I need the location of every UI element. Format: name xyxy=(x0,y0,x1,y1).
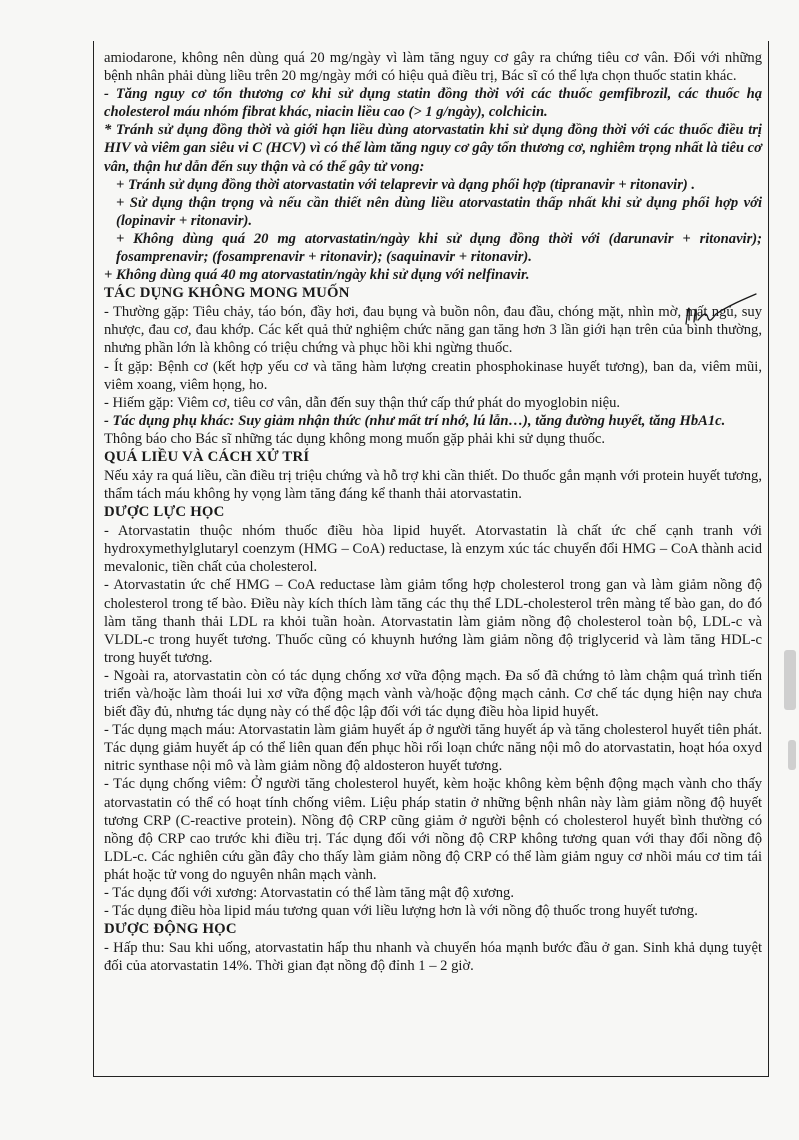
body-paragraph: amiodarone, không nên dùng quá 20 mg/ngày vì làm tăng nguy cơ gây ra chứng tiêu cơ vân. Đối với những bệnh nhân phải dùng liều trên 20 mg/ngày mới có hiệu quả điều trị, Bác sĩ có thể lựa chọn thuốc statin khác. xyxy=(104,50,762,85)
section-heading: DƯỢC LỰC HỌC xyxy=(104,504,225,521)
body-paragraph: - Tác dụng chống viêm: Ở người tăng cholesterol huyết, kèm hoặc không kèm bệnh động mạch vành cho thấy atorvastatin có thể có hoạt tính chống viêm. Liệu pháp statin ở những bệnh nhân này làm giảm nồng độ huyết tương CRP (C-reactive protein). Nồng độ CRP cũng giảm ở người bệnh có cholesterol huyết bình thường có nồng độ CRP cao trước khi điều trị. Tác dụng đối với nồng độ CRP không tương quan với thay đổi nồng độ LDL-c. Các nghiên cứu gần đây cho thấy làm giảm nồng độ CRP có thể làm giảm nguy cơ nhồi máu cơ tim tái phát hoặc tử vong do nguyên nhân mạch vành. xyxy=(104,776,762,883)
body-paragraph: - Tác dụng điều hòa lipid máu tương quan với liều lượng hơn là với nồng độ thuốc trong huyết tương. xyxy=(104,903,698,920)
scan-edge-mark xyxy=(784,650,796,710)
section-heading: QUÁ LIỀU VÀ CÁCH XỬ TRÍ xyxy=(104,448,310,465)
section-heading: DƯỢC ĐỘNG HỌC xyxy=(104,921,237,938)
section-heading: TÁC DỤNG KHÔNG MONG MUỐN xyxy=(104,285,350,302)
document-body xyxy=(93,41,769,1077)
body-paragraph: - Hiếm gặp: Viêm cơ, tiêu cơ vân, dẫn đến suy thận thứ cấp thứ phát do myoglobin niệu. xyxy=(104,394,621,411)
body-paragraph: - Ngoài ra, atorvastatin còn có tác dụng chống xơ vữa động mạch. Đa số đã chứng tỏ làm chậm quá trình tiến triển và/hoặc làm thoái lui xơ vữa động mạch vành và/hoặc động mạch cảnh. Cơ chế tác dụng hiện nay chưa biết đầy đủ, nhưng tác dụng này có thể độc lập đối với tác dụng điều hòa lipid huyết. xyxy=(104,667,762,721)
body-paragraph: - Ít gặp: Bệnh cơ (kết hợp yếu cơ và tăng hàm lượng creatin phosphokinase huyết tương), ban da, viêm mũi, viêm xoang, viêm họng, ho. xyxy=(104,358,762,393)
body-paragraph: Thông báo cho Bác sĩ những tác dụng không mong muốn gặp phải khi sử dụng thuốc. xyxy=(104,430,605,447)
body-paragraph: - Hấp thu: Sau khi uống, atorvastatin hấp thu nhanh và chuyển hóa mạnh bước đầu ở gan. Sinh khả dụng tuyệt đối của atorvastatin 14%. Thời gian đạt nồng độ đỉnh 1 – 2 giờ. xyxy=(104,940,762,975)
scan-edge-mark xyxy=(788,740,796,770)
emphasis-paragraph: + Không dùng quá 40 mg atorvastatin/ngày khi sử dụng với nelfinavir. xyxy=(104,267,530,284)
emphasis-paragraph: + Sử dụng thận trọng và nếu cần thiết nên dùng liều atorvastatin thấp nhất khi sử dụng phối hợp với (lopinavir + ritonavir). xyxy=(116,194,762,229)
body-paragraph: - Thường gặp: Tiêu chảy, táo bón, đầy hơi, đau bụng và buồn nôn, đau đầu, chóng mặt, nhìn mờ, mất ngủ, suy nhược, đau cơ, đau khớp. Các kết quả thử nghiệm chức năng gan tăng hơn 3 lần giới hạn trên của bình thường, nhưng phần lớn là không có triệu chứng và phục hồi khi ngừng thuốc. xyxy=(104,304,762,357)
emphasis-paragraph: * Tránh sử dụng đồng thời và giới hạn liều dùng atorvastatin khi sử dụng đồng thời với các thuốc điều trị HIV và viêm gan siêu vi C (HCV) vì có thể làm tăng nguy cơ gây tổn thương cơ, nghiêm trọng nhất là tiêu cơ vân, thận hư dẫn đến suy thận và có thể gây tử vong: xyxy=(104,122,762,175)
body-paragraph: - Tác dụng đối với xương: Atorvastatin có thể làm tăng mật độ xương. xyxy=(104,885,514,902)
emphasis-paragraph: + Tránh sử dụng đồng thời atorvastatin với telaprevir và dạng phối hợp (tipranavir + ritonavir) . xyxy=(116,176,696,193)
body-paragraph: - Atorvastatin thuộc nhóm thuốc điều hòa lipid huyết. Atorvastatin là chất ức chế cạnh tranh với hydroxymethylglutaryl coenzym (HMG – CoA) reductase, là enzym xúc tác chuyển đổi HMG – CoA thành acid mevalonic, tiền chất của cholesterol. xyxy=(104,523,762,576)
body-paragraph: - Tác dụng mạch máu: Atorvastatin làm giảm huyết áp ở người tăng huyết áp và tăng cholesterol huyết tiên phát. Tác dụng giảm huyết áp có thể liên quan đến phục hồi rối loạn chức năng nội mô do atorvastatin, hoạt hóa oxyd nitric synthase nội mô và làm giảm nồng độ aldosteron huyết tương. xyxy=(104,722,762,775)
emphasis-paragraph: + Không dùng quá 20 mg atorvastatin/ngày khi sử dụng đồng thời với (darunavir + ritonavir); fosamprenavir; (fosamprenavir + ritonavir); (saquinavir + ritonavir). xyxy=(116,230,762,266)
body-paragraph: - Atorvastatin ức chế HMG – CoA reductase làm giảm tổng hợp cholesterol trong gan và làm giảm nồng độ cholesterol trong tế bào. Điều này kích thích làm tăng các thụ thể LDL-cholesterol trên màng tế bào gan, do đó làm tăng thanh thải LDL ra khỏi tuần hoàn. Atorvastatin làm giảm nồng độ cholesterol toàn bộ, LDL-c và VLDL-c trong huyết tương. Thuốc cũng có khuynh hướng làm giảm nồng độ triglycerid và làm tăng HDL-c trong huyết tương. xyxy=(104,577,762,666)
emphasis-paragraph: - Tác dụng phụ khác: Suy giảm nhận thức (như mất trí nhớ, lú lẫn…), tăng đường huyết, tăng HbA1c. xyxy=(104,412,726,429)
handwritten-initials xyxy=(680,290,760,334)
emphasis-paragraph: - Tăng nguy cơ tổn thương cơ khi sử dụng statin đồng thời với các thuốc gemfibrozil, các thuốc hạ cholesterol máu nhóm fibrat khác, niacin liều cao (> 1 g/ngày), colchicin. xyxy=(104,86,762,121)
body-paragraph: Nếu xảy ra quá liều, cần điều trị triệu chứng và hỗ trợ khi cần thiết. Do thuốc gắn mạnh với protein huyết tương, thẩm tách máu không hy vọng làm tăng đáng kể thanh thải atorvastatin. xyxy=(104,467,762,503)
